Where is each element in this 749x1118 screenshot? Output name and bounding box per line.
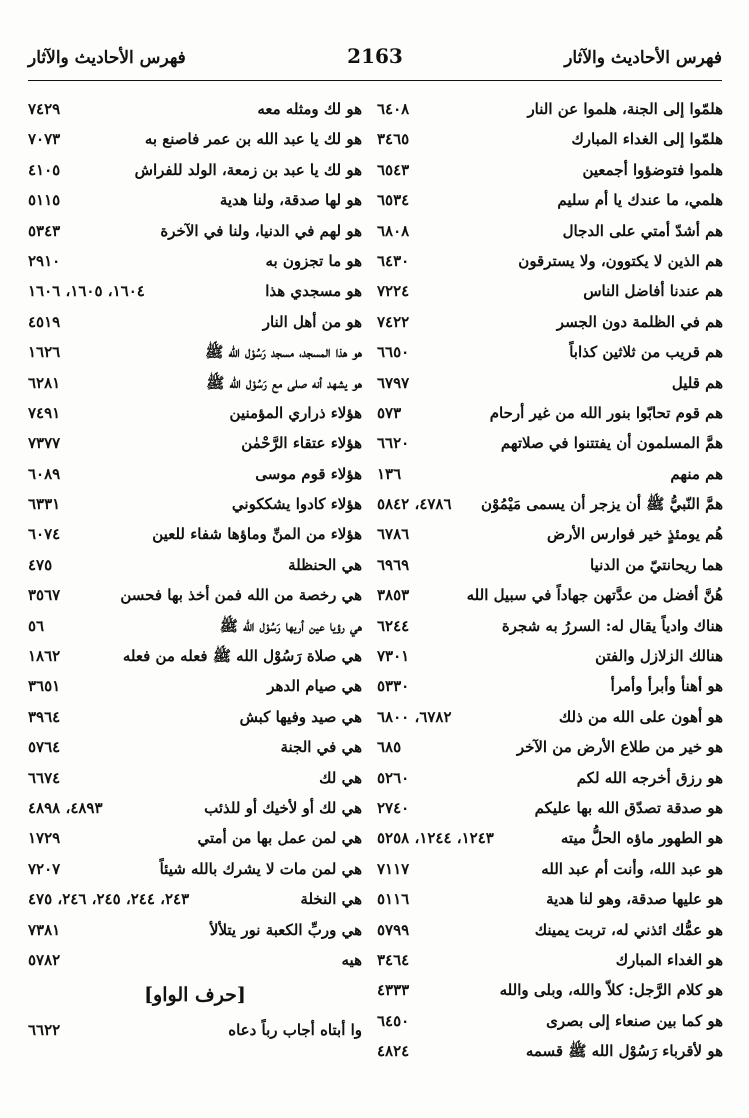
entry-text: هناك وادياً يقال له: السررُ به شجرة bbox=[501, 616, 723, 635]
index-entry bbox=[28, 185, 362, 215]
entry-reference: ٤٨٢٤ bbox=[377, 1042, 410, 1061]
entry-reference: ٧٣٧٧ bbox=[28, 434, 61, 453]
index-entry bbox=[28, 671, 362, 701]
index-entry bbox=[28, 611, 362, 641]
entry-reference: ٧٤٩١ bbox=[28, 403, 61, 422]
entry-text: هيه bbox=[341, 950, 362, 969]
entry-text: هي لمن مات لا يشرك بالله شيئاً bbox=[159, 859, 362, 878]
entry-reference: ٦٣٣١ bbox=[28, 495, 61, 514]
index-entry bbox=[28, 550, 362, 580]
index-entry bbox=[28, 94, 362, 124]
entry-text: هو خير من طلاع الأرض من الآخر bbox=[516, 738, 723, 757]
index-entry bbox=[377, 550, 723, 580]
index-entry bbox=[377, 337, 723, 367]
page-header bbox=[28, 40, 722, 80]
entry-text: هؤلاء ذراري المؤمنين bbox=[229, 403, 362, 422]
index-entry bbox=[28, 580, 362, 610]
entry-reference: ٦٤٥٠ bbox=[377, 1011, 410, 1030]
right-column bbox=[377, 94, 723, 1067]
entry-reference: ٦٩٦٩ bbox=[377, 555, 410, 574]
entry-text: هو عبد الله، وأنت أم عبد الله bbox=[541, 859, 723, 878]
entry-reference: ٦٨٠٨ bbox=[377, 221, 410, 240]
entry-text: هم قوم تحابّوا بنور الله من غير أرحام bbox=[489, 403, 723, 422]
entry-text: هو لك ومثله معه bbox=[257, 100, 362, 118]
entry-reference: ٦٢٨١ bbox=[28, 373, 61, 392]
entry-reference: ٦٤٠٨ bbox=[377, 100, 410, 118]
index-entry bbox=[28, 519, 362, 549]
entry-reference: ٦٠٨٩ bbox=[28, 464, 61, 483]
index-entry bbox=[377, 854, 723, 884]
entry-reference: ٣٤٦٥ bbox=[377, 130, 410, 149]
entry-reference: ٥٧٣ bbox=[377, 403, 402, 422]
entry-text: هو أهون على الله من ذلك bbox=[558, 707, 723, 726]
index-entry bbox=[28, 155, 362, 185]
index-entry bbox=[28, 337, 362, 367]
entry-reference: ٣٩٦٤ bbox=[28, 707, 61, 726]
entry-reference: ١٨٦٢ bbox=[28, 647, 61, 666]
index-entry bbox=[377, 307, 723, 337]
entry-text: هو صدقة تصدّق الله بها عليكم bbox=[534, 798, 723, 817]
index-entry bbox=[377, 884, 723, 914]
entry-text: هو مسجدي هذا bbox=[265, 282, 362, 301]
index-entry bbox=[377, 671, 723, 701]
entry-reference: ٦٤٣٠ bbox=[377, 251, 410, 270]
entry-text: هو يشهد أنه صلى مع رَسُوْل الله ﷺ bbox=[206, 373, 362, 392]
entry-text: وا أبتاه أجاب رباً دعاه bbox=[228, 1021, 362, 1040]
entry-reference: ٥٣٣٠ bbox=[377, 677, 410, 696]
index-entry bbox=[377, 489, 723, 519]
entry-text: هؤلاء عتقاء الرَّحْمٰن bbox=[241, 434, 362, 453]
entry-text: هؤلاء كادوا يشككوني bbox=[231, 495, 362, 514]
index-entry bbox=[377, 246, 723, 276]
header-rule bbox=[28, 80, 722, 81]
index-entry bbox=[377, 641, 723, 671]
entry-reference: ٤٧٥ bbox=[28, 555, 53, 574]
entry-text: هلمّوا إلى الغداء المبارك bbox=[571, 130, 723, 149]
entry-text: هو كلام الرَّجل: كلاّ والله، وبلى والله bbox=[499, 981, 723, 1000]
entry-text: هو الغداء المبارك bbox=[615, 950, 723, 969]
entry-reference: ٧١١٧ bbox=[377, 859, 410, 878]
entry-text: هي الحنظلة bbox=[288, 555, 362, 574]
entry-reference: ٧٠٧٣ bbox=[28, 130, 61, 149]
entry-text: هي لمن عمل بها من أمتي bbox=[197, 829, 362, 848]
index-entry bbox=[377, 185, 723, 215]
entry-reference: ٧٢٢٤ bbox=[377, 282, 410, 301]
entry-reference: ١٦٠٤، ١٦٠٥، ١٦٠٦ bbox=[28, 282, 145, 301]
entry-reference: ٦٧٨٢، ٦٨٠٠ bbox=[377, 707, 452, 726]
entry-text: هي صلاة رَسُوْل الله ﷺ فعله من فعله bbox=[122, 647, 362, 666]
index-entry bbox=[377, 155, 723, 185]
index-entry bbox=[28, 216, 362, 246]
running-title-left: فهرس الأحاديث والآثار bbox=[28, 48, 186, 68]
index-entry bbox=[377, 975, 723, 1005]
entry-text: همَّ المسلمون أن يفتتنوا في صلاتهم bbox=[500, 434, 723, 453]
running-title-right: فهرس الأحاديث والآثار bbox=[564, 48, 722, 68]
index-entry bbox=[28, 641, 362, 671]
entry-text: هو لهم في الدنيا، ولنا في الآخرة bbox=[160, 221, 362, 240]
index-entry bbox=[28, 854, 362, 884]
index-entry bbox=[377, 945, 723, 975]
entry-reference: ٥٧٩٩ bbox=[377, 920, 410, 939]
entry-text: هُم يومئذٍ خير فوارس الأرض bbox=[547, 525, 723, 544]
index-entry bbox=[377, 823, 723, 853]
entry-reference: ٧٢٠٧ bbox=[28, 859, 61, 878]
entry-reference: ٥١١٦ bbox=[377, 890, 410, 909]
entry-text: هم في الظلمة دون الجسر bbox=[556, 312, 723, 331]
entry-reference: ٤٧٨٦، ٥٨٤٢ bbox=[377, 495, 452, 514]
entry-text: هما ريحانتيّ من الدنيا bbox=[589, 555, 723, 574]
index-entry bbox=[377, 793, 723, 823]
index-entry bbox=[377, 580, 723, 610]
entry-reference: ٢٩١٠ bbox=[28, 251, 61, 270]
index-entry bbox=[28, 884, 362, 914]
entry-reference: ٦٥٤٣ bbox=[377, 160, 410, 179]
index-entry bbox=[28, 124, 362, 154]
index-entry bbox=[377, 611, 723, 641]
entry-reference: ٦٦٢٠ bbox=[377, 434, 410, 453]
entry-reference: ٧٣٨١ bbox=[28, 920, 61, 939]
entry-reference: ٦٨٥ bbox=[377, 738, 402, 757]
entry-reference: ٢٤٣، ٢٤٤، ٢٤٥، ٢٤٦، ٤٧٥ bbox=[28, 890, 190, 909]
entry-text: هم قريب من ثلاثين كذاباً bbox=[569, 343, 723, 362]
entry-text: هؤلاء من المنِّ وماؤها شفاء للعين bbox=[152, 525, 362, 544]
index-entry bbox=[377, 1006, 723, 1036]
entry-reference: ٦٠٧٤ bbox=[28, 525, 61, 544]
index-entry bbox=[28, 1015, 362, 1045]
entry-reference: ١٦٢٦ bbox=[28, 343, 61, 362]
index-entry bbox=[377, 428, 723, 458]
entry-text: هو لك يا عبد بن زمعة، الولد للفراش bbox=[134, 160, 362, 179]
index-entry bbox=[28, 307, 362, 337]
index-entry bbox=[377, 519, 723, 549]
entry-reference: ٤٨٩٣، ٤٨٩٨ bbox=[28, 798, 103, 817]
entry-text: همَّ النّبيُّ ﷺ أن يزجر أن يسمى مَيْمُوْن bbox=[481, 495, 723, 514]
entry-text: هلمّوا إلى الجنة، هلموا عن النار bbox=[527, 100, 723, 118]
entry-text: هم منهم bbox=[670, 464, 723, 483]
entry-reference: ٧٤٢٢ bbox=[377, 312, 410, 331]
index-entry bbox=[377, 1036, 723, 1066]
entry-text: هو لأقرباء رَسُوْل الله ﷺ قسمه bbox=[525, 1042, 723, 1061]
index-entry bbox=[377, 398, 723, 428]
entry-reference: ٣٥٦٧ bbox=[28, 586, 61, 605]
entry-reference: ١٣٦ bbox=[377, 464, 402, 483]
entry-text: هي النخلة bbox=[300, 890, 362, 909]
entry-text: هلمي، ما عندك يا أم سليم bbox=[557, 191, 723, 210]
index-entry bbox=[28, 763, 362, 793]
entry-reference: ٥٣٤٣ bbox=[28, 221, 61, 240]
entry-text: هم قليل bbox=[671, 373, 723, 392]
entry-text: هو رزق أخرجه الله لكم bbox=[576, 768, 723, 787]
index-entry bbox=[28, 702, 362, 732]
index-entry bbox=[28, 489, 362, 519]
entry-text: هي في الجنة bbox=[280, 738, 362, 757]
entry-text: هي رؤيا عين أريها رَسُوْل الله ﷺ bbox=[219, 616, 362, 635]
entry-reference: ٦٦٢٢ bbox=[28, 1021, 61, 1040]
entry-text: هم الذين لا يكتوون، ولا يسترقون bbox=[518, 251, 723, 270]
entry-text: هم عندنا أفاضل الناس bbox=[583, 282, 723, 301]
index-entry bbox=[377, 124, 723, 154]
entry-reference: ٧٣٠١ bbox=[377, 647, 410, 666]
entry-reference: ١٧٢٩ bbox=[28, 829, 61, 848]
entry-text: هي صيد وفيها كبش bbox=[239, 707, 362, 726]
index-entry bbox=[28, 732, 362, 762]
entry-reference: ٦٦٥٠ bbox=[377, 343, 410, 362]
entry-text: هي رخصة من الله فمن أخذ بها فحسن bbox=[120, 586, 362, 605]
entry-text: هو هذا المسجد، مسجد رَسُوْل الله ﷺ bbox=[205, 343, 362, 362]
entry-text: هنالك الزلازل والفتن bbox=[595, 647, 723, 666]
entry-reference: ٢٧٤٠ bbox=[377, 798, 410, 817]
index-entry bbox=[28, 945, 362, 975]
entry-reference: ١٢٤٣، ١٢٤٤، ٥٢٥٨ bbox=[377, 829, 494, 848]
entry-reference: ٦٧٩٧ bbox=[377, 373, 410, 392]
index-entry bbox=[28, 793, 362, 823]
entry-text: هو الطهور ماؤه الحلُّ ميته bbox=[560, 829, 723, 848]
entry-text: هو أهنأ وأبرأ وأمرأ bbox=[610, 677, 723, 696]
index-entry bbox=[28, 915, 362, 945]
entry-text: هو عليها صدقة، وهو لنا هدية bbox=[546, 890, 723, 909]
index-entry bbox=[377, 915, 723, 945]
index-entry bbox=[377, 459, 723, 489]
entry-reference: ٤٣٣٣ bbox=[377, 981, 410, 1000]
index-entry bbox=[377, 732, 723, 762]
entry-text: هو ما تجزون به bbox=[265, 251, 362, 270]
index-entry bbox=[28, 823, 362, 853]
entry-text: هؤلاء قوم موسى bbox=[255, 464, 362, 483]
entry-text: هو لها صدقة، ولنا هدية bbox=[219, 191, 362, 210]
entry-reference: ٦٥٣٤ bbox=[377, 191, 410, 210]
entry-text: هي صيام الدهر bbox=[267, 677, 362, 696]
entry-text: هو من أهل النار bbox=[262, 312, 362, 331]
entry-reference: ٤٥١٩ bbox=[28, 312, 61, 331]
index-entry bbox=[28, 398, 362, 428]
entry-reference: ٦٢٤٤ bbox=[377, 616, 410, 635]
index-entry bbox=[377, 702, 723, 732]
entry-text: هم أشدّ أمتي على الدجال bbox=[562, 221, 723, 240]
index-entry bbox=[28, 428, 362, 458]
index-entry bbox=[377, 763, 723, 793]
entry-reference: ٦٦٧٤ bbox=[28, 768, 61, 787]
entry-text: هو لك يا عبد الله بن عمر فاصنع به bbox=[144, 130, 362, 149]
index-entry bbox=[377, 276, 723, 306]
entry-text: هو كما بين صنعاء إلى بصرى bbox=[546, 1011, 723, 1030]
entry-text: هي لك أو لأخيك أو للذئب bbox=[204, 798, 362, 817]
entry-reference: ٣٤٦٤ bbox=[377, 950, 410, 969]
index-entry bbox=[28, 459, 362, 489]
index-entry bbox=[28, 276, 362, 306]
index-entry bbox=[377, 216, 723, 246]
entry-reference: ٥٢٦٠ bbox=[377, 768, 410, 787]
index-entry bbox=[377, 368, 723, 398]
index-entry bbox=[28, 246, 362, 276]
index-entry bbox=[28, 368, 362, 398]
entry-text: هي وربِّ الكعبة نور يتلألأ bbox=[209, 920, 362, 939]
entry-reference: ٦٧٨٦ bbox=[377, 525, 410, 544]
entry-reference: ٣٦٥١ bbox=[28, 677, 61, 696]
entry-reference: ٥٧٨٢ bbox=[28, 950, 61, 969]
page-number: 2163 bbox=[347, 44, 403, 68]
entry-reference: ٥٧٦٤ bbox=[28, 738, 61, 757]
entry-text: هو عمُّك ائذني له، تربت يمينك bbox=[534, 920, 723, 939]
entry-reference: ٥١١٥ bbox=[28, 191, 61, 210]
entry-reference: ٧٤٢٩ bbox=[28, 100, 61, 118]
entry-text: هي لك bbox=[319, 768, 362, 787]
entry-text: هلموا فتوضؤوا أجمعين bbox=[582, 160, 723, 179]
left-column bbox=[28, 94, 362, 1046]
section-heading: [حرف الواو] bbox=[144, 984, 246, 1007]
entry-reference: ٥٦ bbox=[28, 616, 45, 635]
entry-reference: ٤١٠٥ bbox=[28, 160, 61, 179]
index-entry bbox=[377, 94, 723, 124]
entry-text: هُنَّ أفضل من عدَّتهن جهاداً في سبيل الله bbox=[466, 586, 723, 605]
entry-reference: ٣٨٥٣ bbox=[377, 586, 410, 605]
